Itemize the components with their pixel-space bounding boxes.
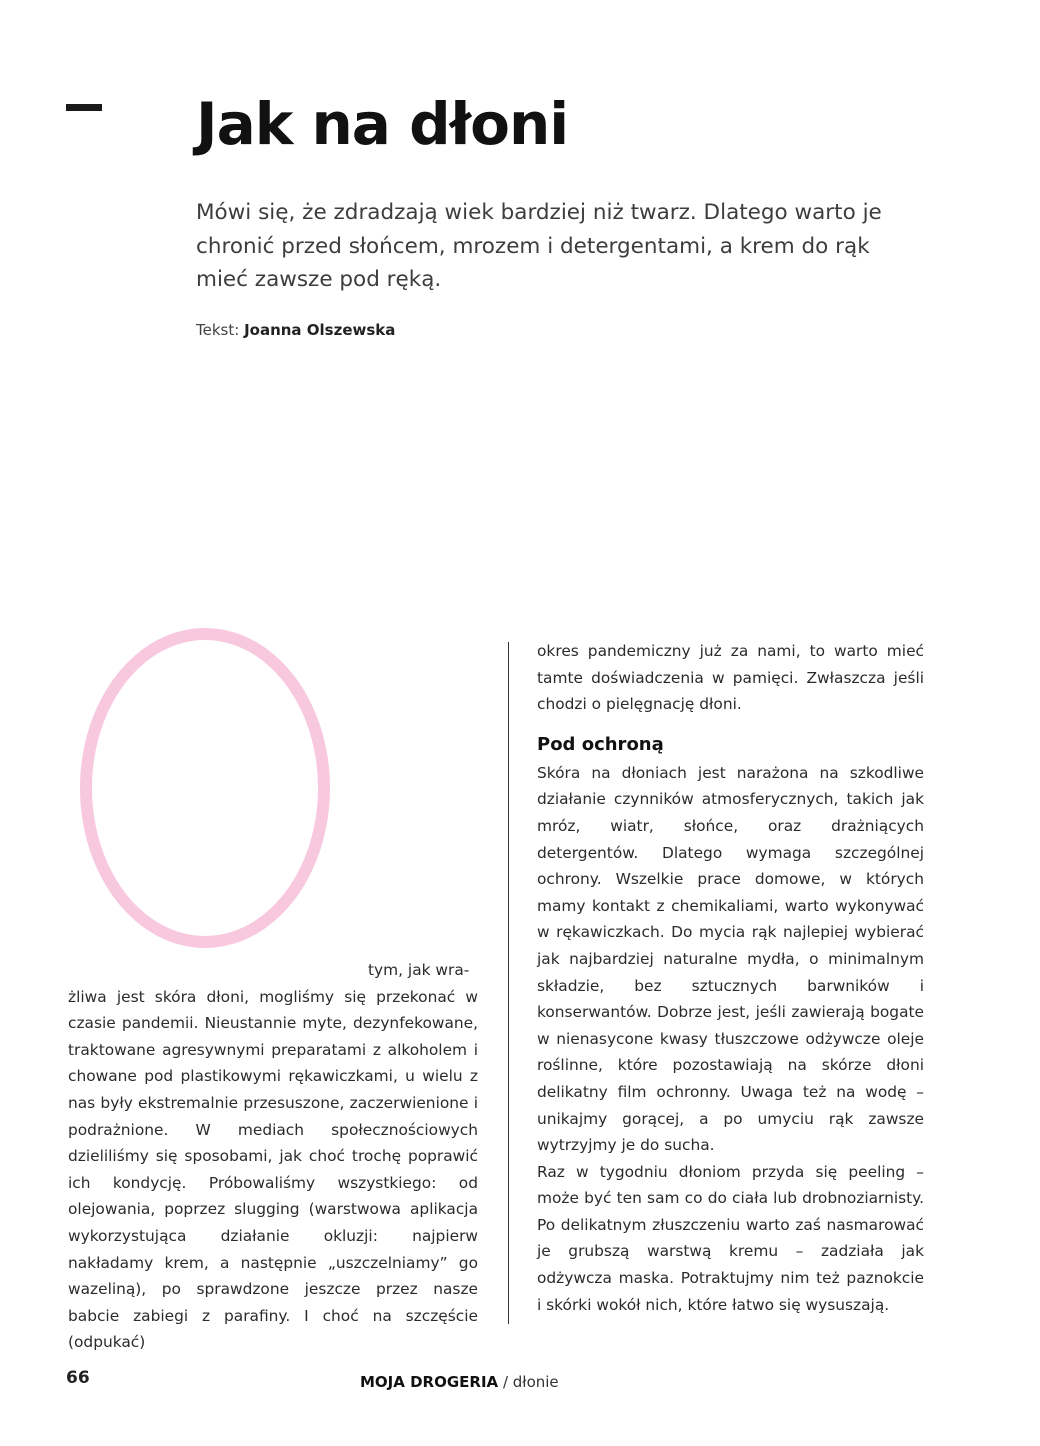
text-column-right [537,638,924,1318]
column-divider [508,642,509,1324]
body-paragraph: Skóra na dłoniach jest narażona na szkodliwe działanie czynników atmosferycznych, takich jak mróz, wiatr, słońce, oraz drażniących detergentów. Dlatego wymaga szczególnej ochrony. Wszelkie prace domowe, w których mamy kontakt z chemikaliami, warto wykonywać w rękawiczkach. Do mycia rąk najlepiej wybierać jak najbardziej naturalne mydła, o minimalnym składzie, bez sztucznych barwników i konserwantów. Dobrze jest, jeśli zawierają bogate w nienasycone kwasy tłuszczowe odżywcze oleje roślinne, które pozostawiają na skórze dłoni delikatny film ochronny. Uwaga też na wodę – unikajmy gorącej, a po umyciu rąk zawsze wytrzyjmy je do sucha. [537,763,924,1155]
section-name: dłonie [512,1373,559,1391]
footer-separator: / [502,1373,508,1391]
byline-label: Tekst: [196,321,240,339]
title-dash-decoration [66,104,102,111]
body-paragraph: okres pandemiczny już za nami, to warto mieć tamte doświadczenia w pamięci. Zwłaszcza jeśli chodzi o pielęgnację dłoni. [537,642,924,714]
footer-running-head [360,1373,559,1391]
dropcap-letter-o [80,628,330,948]
magazine-name: MOJA DROGERIA [360,1373,499,1391]
byline-author: Joanna Olszewska [244,321,396,339]
article-title: Jak na dłoni [196,90,569,158]
text-column-left [68,957,478,1356]
body-paragraph: Raz w tygodniu dłoniom przyda się peeling – może być ten sam co do ciała lub drobnoziarnisty. Po delikatnym złuszczeniu warto zaś nasmarować je grubszą warstwą kremu – zadziała jak odżywcza maska. Potraktujmy nim też paznokcie i skórki wokół nich, które łatwo się wysuszają. [537,1162,924,1314]
section-heading: Pod ochroną [537,733,664,755]
byline [196,321,395,339]
body-paragraph: żliwa jest skóra dłoni, mogliśmy się przekonać w czasie pandemii. Nieustannie myte, dezynfekowane, traktowane agresywnymi preparatami z alkoholem i chowane pod plastikowymi rękawiczkami, u wielu z nas były ekstremalnie przesuszone, zaczerwienione i podrażnione. W mediach społecznościowych dzieliliśmy się sposobami, jak choć trochę poprawić ich kondycję. Próbowaliśmy wszystkiego: od olejowania, poprzez slugging (warstwowa aplikacja wykorzystująca działanie okluzji: najpierw nakładamy krem, a następnie „uszczelniamy” go wazeliną), po sprawdzone jeszcze przez nasze babcie zabiegi z parafiny. I choć na szczęście (odpukać) [68,987,478,1352]
article-lead: Mówi się, że zdradzają wiek bardziej niż twarz. Dlatego warto je chronić przed słońcem, mrozem i detergentami, a krem do rąk mieć zawsze pod ręką. [196,200,882,292]
page-number: 66 [66,1368,90,1388]
dropcap-continuation: tym, jak wra- [368,961,470,979]
